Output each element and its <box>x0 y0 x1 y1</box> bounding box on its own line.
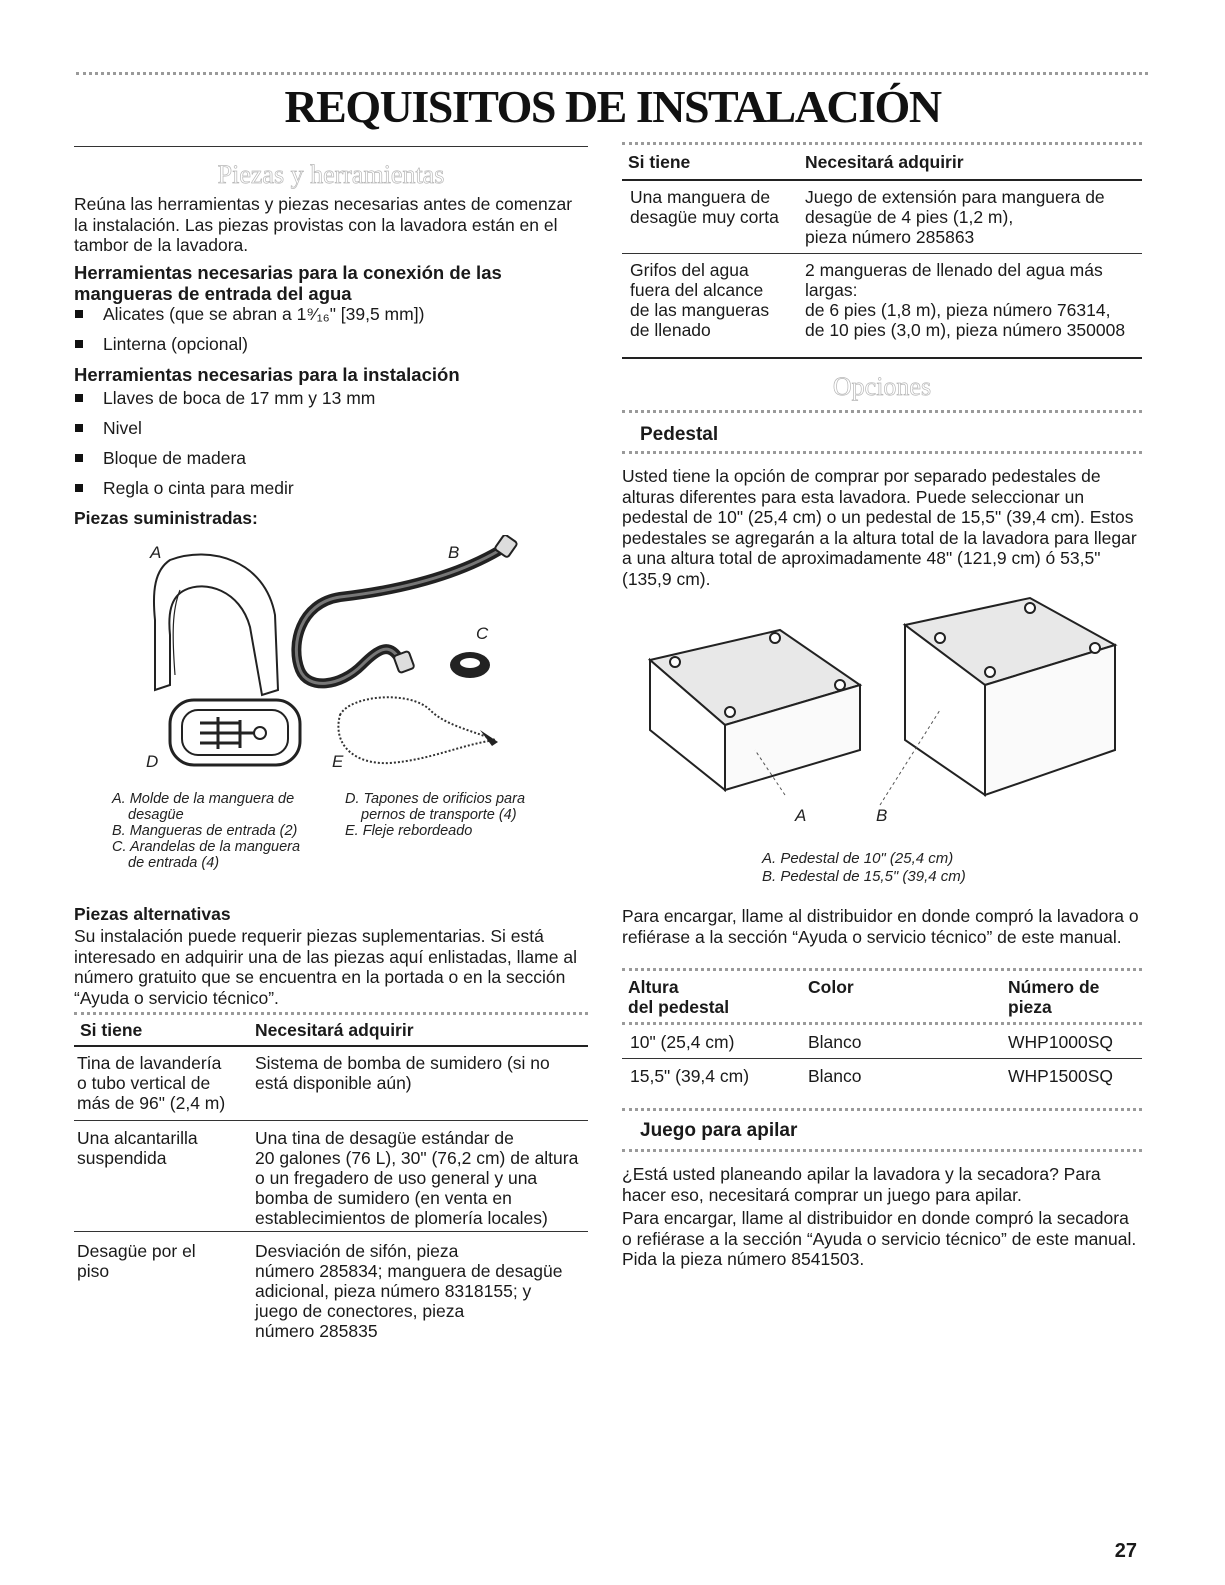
top-dotted-rule <box>76 72 1148 75</box>
right-row-2-col-1: Grifos del agua fuera del alcance de las mangueras de llenado <box>630 260 770 340</box>
pedestal-label-a: A <box>795 806 807 825</box>
pedestal-row-2-pieza: WHP1500SQ <box>1008 1066 1114 1086</box>
alt-row-2-col-1: Una alcantarilla suspendida <box>77 1128 198 1168</box>
pedestal-bottom-rule <box>622 451 1142 454</box>
stack-kit-text-2: Para encargar, llame al distribuidor en donde compró la secadora o refiérase a la sección “Ayuda o servicio técnico” de este manual. Pida la pieza número 8541503. <box>622 1208 1137 1269</box>
figure-label-d: D <box>146 752 159 771</box>
list-item: Regla o cinta para medir <box>75 478 375 508</box>
tools-install-heading: Herramientas necesarias para la instalación <box>74 364 460 385</box>
right-row-1-col-2: Juego de extensión para manguera de desagüe de 4 pies (1,2 m), pieza número 285863 <box>805 187 1105 247</box>
pedestal-table-header-rule <box>622 1022 1142 1025</box>
tools-hoses-heading: Herramientas necesarias para la conexión de las mangueras de entrada del agua <box>74 262 502 304</box>
pedestals-illustration <box>640 590 1120 820</box>
section-heading-piezas: Piezas y herramientas <box>217 160 445 189</box>
right-row-divider <box>622 253 1142 254</box>
alt-row-3-col-1: Desagüe por el piso <box>77 1241 196 1281</box>
stack-kit-text-1: ¿Está usted planeando apilar la lavadora y la secadora? Para hacer eso, necesitará comprar un juego para apilar. <box>622 1164 1101 1205</box>
alternativas-text: Su instalación puede requerir piezas suplementarias. Si está interesado en adquirir una de las piezas aquí enlistadas, llame al número gratuito que se encuentra en la portada o en la sección “Ayuda o servicio técnico”. <box>74 926 577 1008</box>
alt-row-divider <box>74 1120 588 1121</box>
supplied-parts-heading: Piezas suministradas: <box>74 508 258 528</box>
pedestal-order-text: Para encargar, llame al distribuidor en donde compró la lavadora o refiérase a la sección “Ayuda o servicio técnico” de este manual. <box>622 906 1139 947</box>
bullet-icon <box>75 394 83 402</box>
figure-label-b: B <box>448 543 460 562</box>
pedestal-label-b: B <box>876 806 888 825</box>
pedestal-col-header-pieza: Número de pieza <box>1008 977 1100 1017</box>
page-number: 27 <box>1114 1540 1137 1562</box>
bullet-icon <box>75 310 83 318</box>
pedestal-top-rule <box>622 410 1142 413</box>
right-table-header-rule <box>622 179 1142 181</box>
alt-table-top-rule <box>74 1012 588 1015</box>
pedestal-caption: A. Pedestal de 10" (25,4 cm) B. Pedestal de 15,5" (39,4 cm) <box>762 850 966 885</box>
supplied-parts-illustration <box>100 535 560 790</box>
bullet-icon <box>75 484 83 492</box>
pedestal-row-divider <box>622 1058 1142 1059</box>
list-item: Bloque de madera <box>75 448 375 478</box>
stack-bottom-rule <box>622 1149 1142 1152</box>
pedestal-row-2-altura: 15,5" (39,4 cm) <box>630 1066 750 1086</box>
right-row-2-col-2: 2 mangueras de llenado del agua más largas: de 6 pies (1,8 m), pieza número 76314, de 10 pies (3,0 m), pieza número 350008 <box>805 260 1126 340</box>
alternativas-heading: Piezas alternativas <box>74 904 231 924</box>
pedestal-row-2-color: Blanco <box>808 1066 862 1086</box>
bullet-icon <box>75 424 83 432</box>
tools-hoses-list <box>75 304 424 364</box>
alt-col-header-2: Necesitará adquirir <box>255 1020 414 1040</box>
figure-label-e: E <box>332 752 344 771</box>
alt-row-1-col-2: Sistema de bomba de sumidero (si no está disponible aún) <box>255 1053 550 1093</box>
pedestal-row-1-altura: 10" (25,4 cm) <box>630 1032 735 1052</box>
pedestal-col-header-color: Color <box>808 977 854 997</box>
pedestal-heading: Pedestal <box>640 424 719 445</box>
right-table-top-rule <box>622 142 1142 145</box>
beaded-strap-icon <box>338 697 498 763</box>
pedestal-text: Usted tiene la opción de comprar por separado pedestales de alturas diferentes para esta lavadora. Puede seleccionar un pedestal de 10" (25,4 cm) o un pedestal de 15,5" (39,4 cm). Estos pedestales se agregarán a la altura total de la lavadora para llegar a una altura total de aproximadamente 48" (121,9 cm) ó 53,5" (135,9 cm). <box>622 466 1137 589</box>
pedestal-col-header-altura: Altura del pedestal <box>628 977 730 1017</box>
alt-row-2-col-2: Una tina de desagüe estándar de 20 galones (76 L), 30" (76,2 cm) de altura o un fregadero de uso general y una bomba de sumidero (en venta en establecimientos de plomería locales) <box>255 1128 579 1228</box>
shipping-bolt-plugs-icon <box>170 700 300 765</box>
tools-install-list <box>75 388 375 508</box>
page-title: REQUISITOS DE INSTALACIÓN <box>284 81 941 132</box>
stack-kit-heading: Juego para apilar <box>640 1120 798 1141</box>
figure-label-c: C <box>476 624 489 643</box>
list-item: Nivel <box>75 418 375 448</box>
pedestal-row-1-pieza: WHP1000SQ <box>1008 1032 1114 1052</box>
pedestal-15-icon <box>905 598 1115 795</box>
stack-top-rule <box>622 1108 1142 1111</box>
right-row-1-col-1: Una manguera de desagüe muy corta <box>630 187 779 227</box>
alt-row-1-col-1: Tina de lavandería o tubo vertical de más de 96" (2,4 m) <box>77 1053 226 1113</box>
alt-row-3-col-2: Desviación de sifón, pieza número 285834; manguera de desagüe adicional, pieza número 8318155; y juego de conectores, pieza número 285835 <box>255 1241 563 1341</box>
list-item: Llaves de boca de 17 mm y 13 mm <box>75 388 375 418</box>
right-table-bottom-rule <box>622 357 1142 359</box>
drain-hose-form-icon <box>154 555 278 695</box>
pedestal-table-top-rule <box>622 968 1142 971</box>
bullet-icon <box>75 454 83 462</box>
alt-col-header-1: Si tiene <box>80 1020 143 1040</box>
bullet-icon <box>75 340 83 348</box>
parts-caption-right: D. Tapones de orificios para pernos de transporte (4) E. Fleje rebordeado <box>345 791 526 839</box>
parts-caption-left: A. Molde de la manguera de desagüe B. Mangueras de entrada (2) C. Arandelas de la manguera de entrada (4) <box>112 791 301 871</box>
list-item: Alicates (que se abran a 1⁹⁄₁₆" [39,5 mm]) <box>75 304 424 334</box>
pedestal-10-icon <box>650 630 860 790</box>
figure-label-a: A <box>150 543 162 562</box>
section-heading-opciones: Opciones <box>832 372 932 401</box>
right-col-header-1: Si tiene <box>628 152 691 172</box>
section-rule-piezas <box>74 146 588 147</box>
right-col-header-2: Necesitará adquirir <box>805 152 964 172</box>
piezas-intro: Reúna las herramientas y piezas necesarias antes de comenzar la instalación. Las piezas provistas con la lavadora están en el tambor de la lavadora. <box>74 194 573 255</box>
alt-table-header-rule <box>74 1045 588 1047</box>
inlet-hose-washer-icon <box>450 652 490 678</box>
pedestal-row-1-color: Blanco <box>808 1032 862 1052</box>
alt-row-divider <box>74 1231 588 1232</box>
list-item: Linterna (opcional) <box>75 334 424 364</box>
